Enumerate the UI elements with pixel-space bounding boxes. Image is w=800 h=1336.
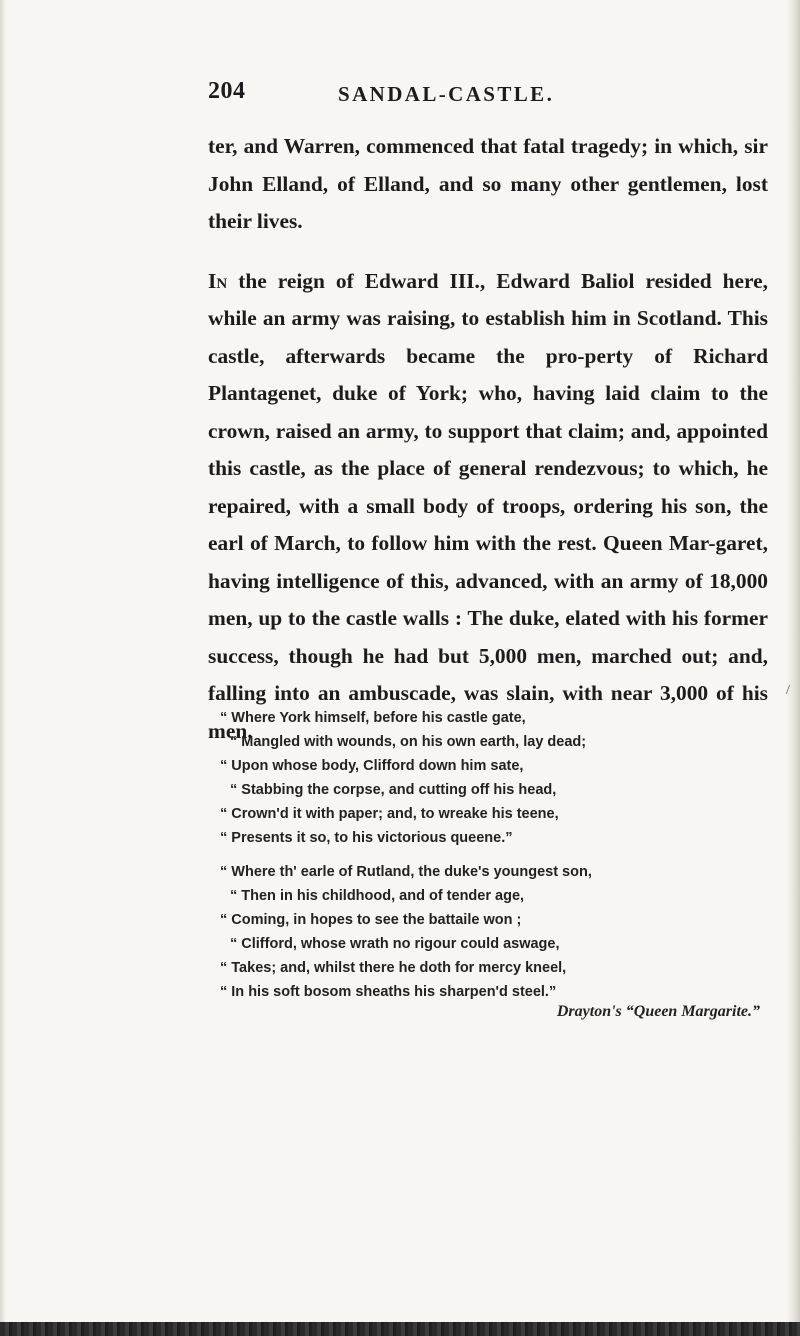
verse-line: “ Where th' earle of Rutland, the duke's youngest son,: [220, 864, 592, 880]
verse-attribution: Drayton's “Queen Margarite.”: [556, 1003, 760, 1020]
running-head: SANDAL-CASTLE.: [338, 82, 555, 106]
verse-line: “ Crown'd it with paper; and, to wreake his teene,: [220, 806, 559, 822]
page-header: [208, 78, 768, 118]
paragraph-1: ter, and Warren, commenced that fatal tragedy; in which, sir John Elland, of Elland, and so many other gentlemen, lost their lives.: [208, 134, 768, 233]
margin-mark: /: [786, 683, 790, 698]
page-number: 204: [208, 78, 246, 104]
verse-line: “ Where York himself, before his castle gate,: [220, 710, 526, 726]
paragraph-2: [208, 263, 768, 751]
paragraph-2-dropword: In: [208, 268, 228, 293]
verse-stanza-1: [220, 706, 780, 850]
paragraph-2-text: the reign of Edward III., Edward Baliol resided here, while an army was raising, to establish him in Scotland. This castle, afterwards became the pro-perty of Richard Plantagenet, duke of York; who, having laid claim to the crown, raised an army, to support that claim; and, appointed this castle, as the place of general rendezvous; to which, he repaired, with a small body of troops, ordering his son, the earl of March, to follow him with the rest. Queen Mar-garet, having intelligence of this, advanced, with an army of 18,000 men, up to the castle walls : The duke, elated with his former success, though he had but 5,000 men, marched out; and, falling into an ambuscade, was slain, with near 3,000 of his men.: [208, 268, 768, 743]
body-text: [208, 128, 768, 750]
page-bottom-edge: [0, 1322, 800, 1336]
verse-line: “ Mangled with wounds, on his own earth, lay dead;: [230, 734, 587, 750]
page-edge-right: [786, 0, 800, 1336]
page-edge-left: [0, 0, 6, 1336]
verse-line: “ Then in his childhood, and of tender age,: [230, 888, 525, 904]
verse-line: “ Takes; and, whilst there he doth for mercy kneel,: [220, 960, 567, 976]
verse-line: “ Coming, in hopes to see the battaile won ;: [220, 912, 522, 928]
verse-line: “ Stabbing the corpse, and cutting off his head,: [230, 782, 557, 798]
verse-line: “ In his soft bosom sheaths his sharpen'd steel.”: [220, 984, 557, 1000]
verse-line: “ Presents it so, to his victorious queene.”: [220, 830, 513, 846]
verse-quotation: [220, 706, 780, 1024]
verse-line: “ Clifford, whose wrath no rigour could aswage,: [230, 936, 560, 952]
verse-line: “ Upon whose body, Clifford down him sate,: [220, 758, 524, 774]
verse-stanza-2: [220, 860, 780, 1004]
